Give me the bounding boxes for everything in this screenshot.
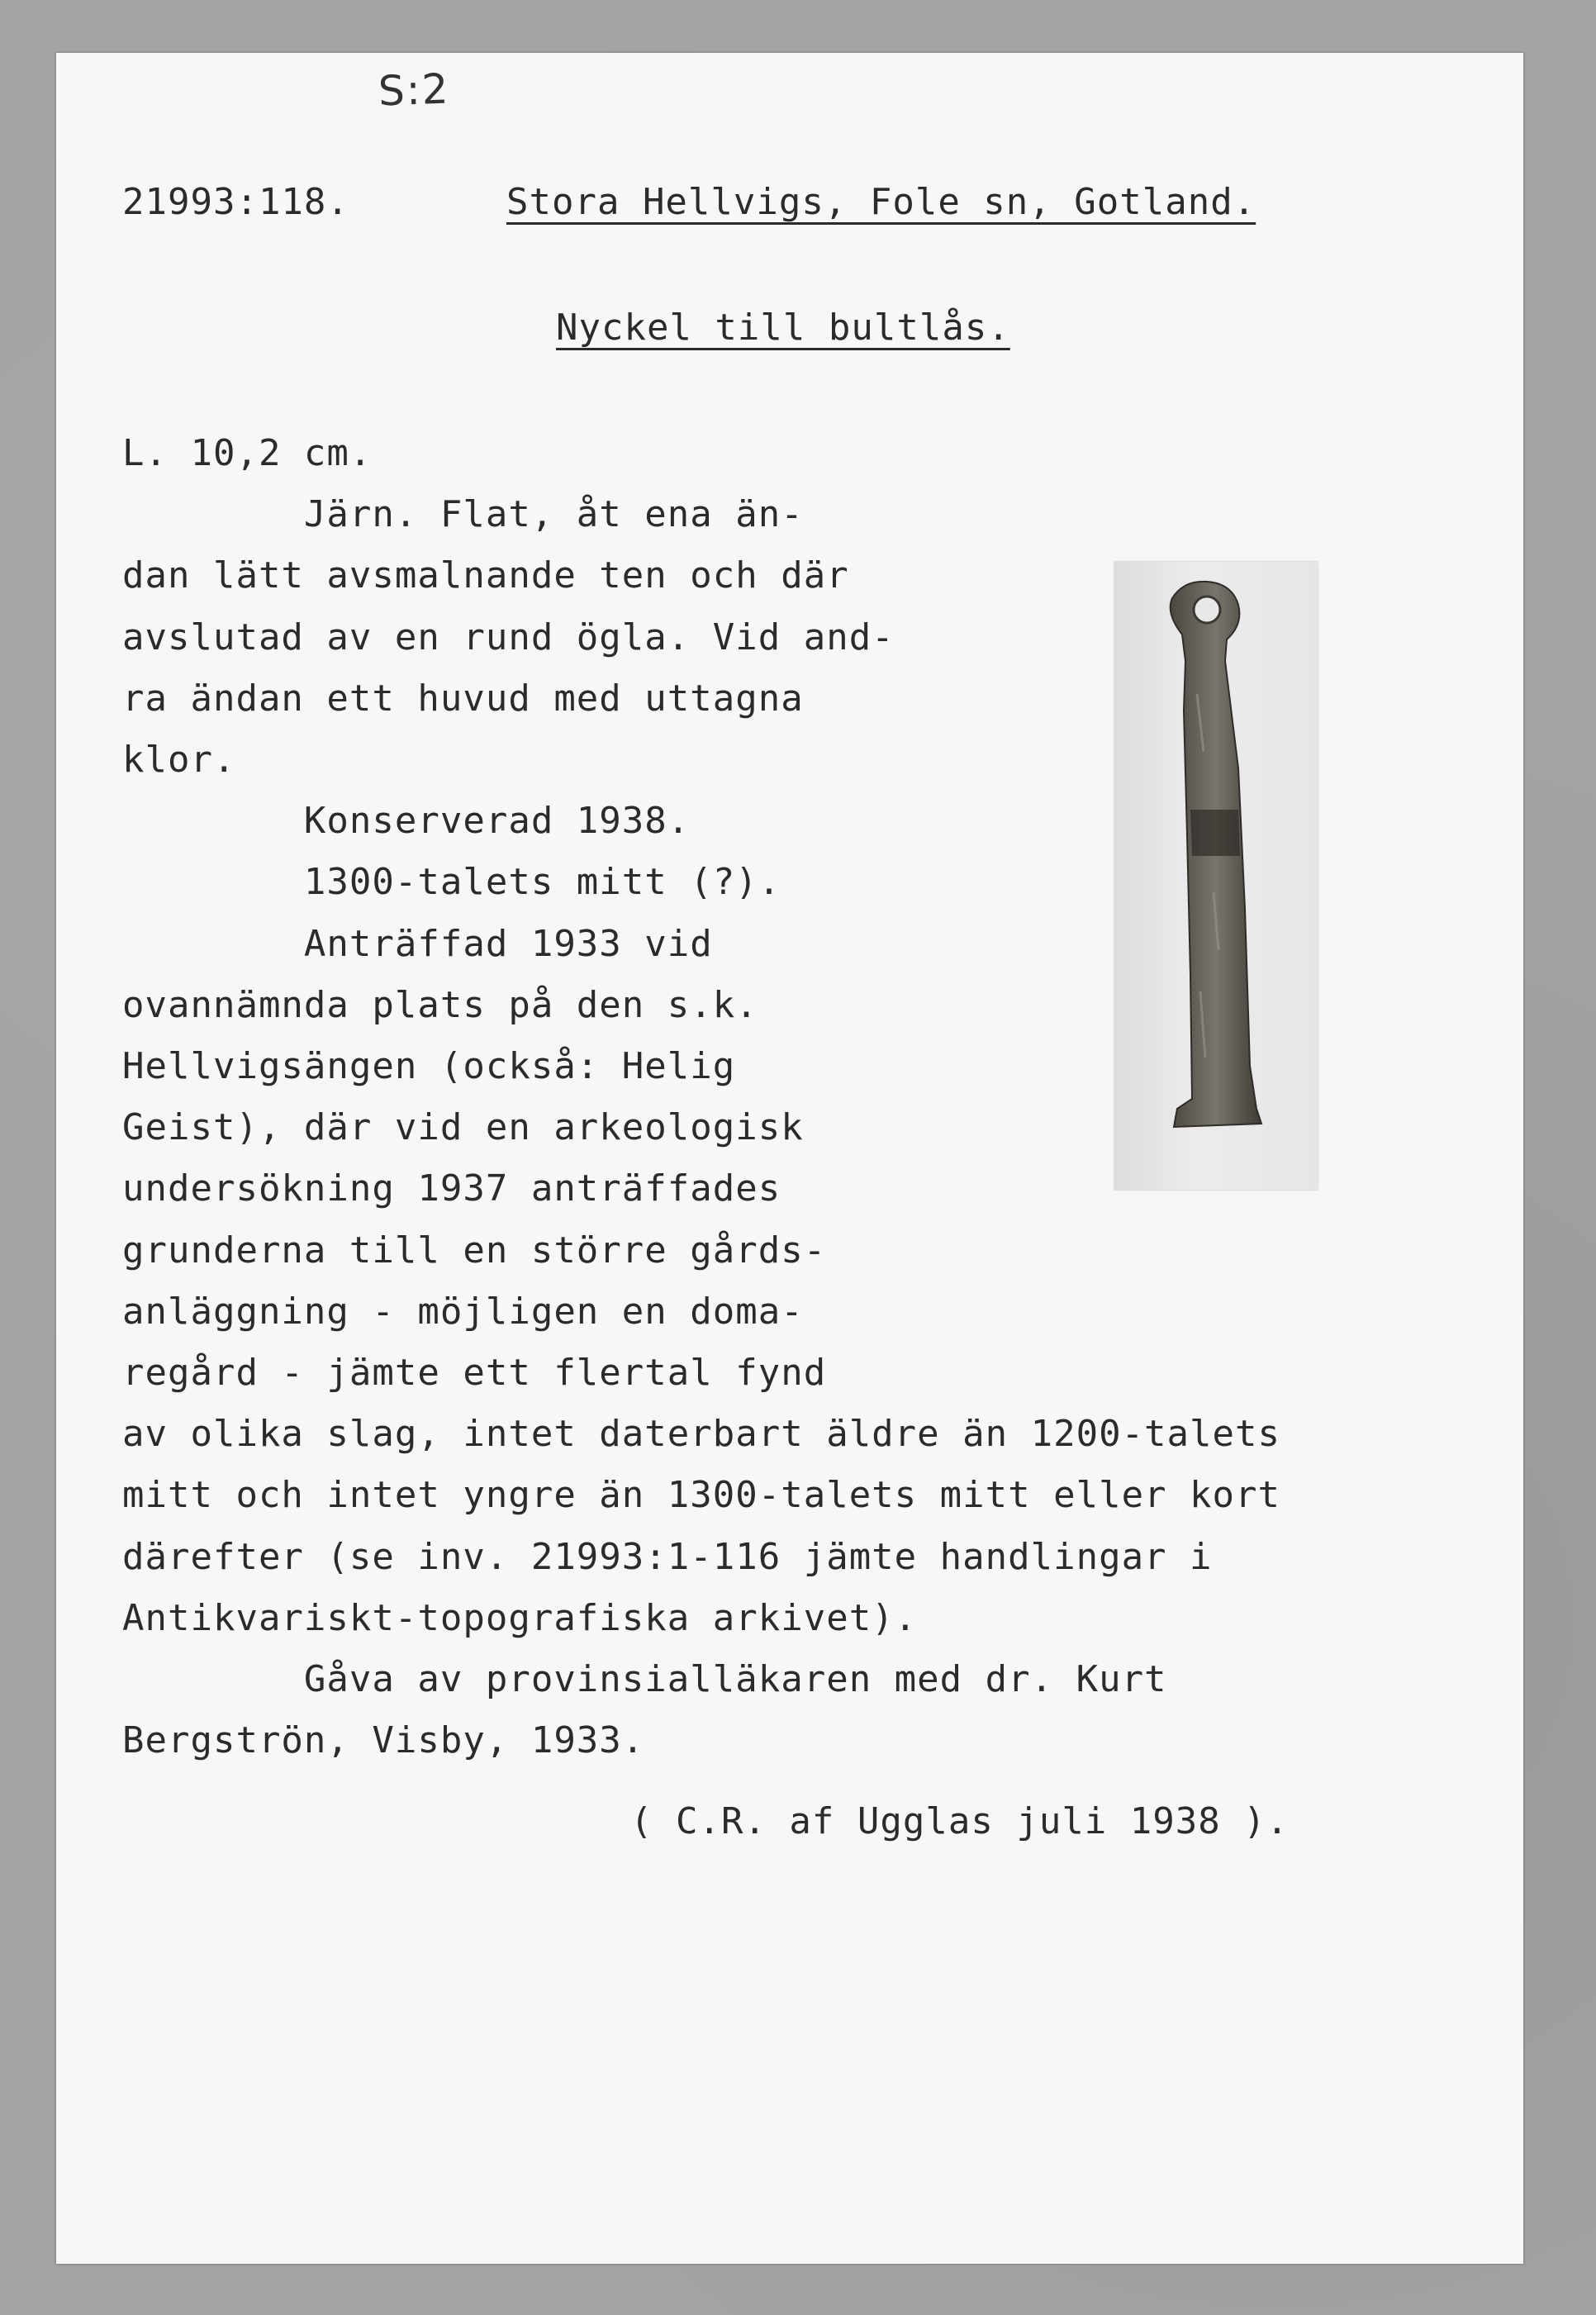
handwritten-number: S:2	[378, 64, 451, 116]
description-line: avslutad av en rund ögla. Vid and-	[122, 616, 895, 658]
description-line: Anträffad 1933 vid	[122, 923, 713, 965]
description-line: Geist), där vid en arkeologisk	[122, 1106, 804, 1148]
description-line: Järn. Flat, åt ena än-	[122, 493, 804, 535]
location-heading: Stora Hellvigs, Fole sn, Gotland.	[506, 181, 1256, 223]
key-photograph	[1114, 562, 1318, 1190]
signature-line: ( C.R. af Ugglas juli 1938 ).	[630, 1800, 1290, 1842]
description-line: klor.	[122, 739, 236, 781]
description-line: Bergströn, Visby, 1933.	[122, 1719, 645, 1761]
description-line: Antikvariskt-topografiska arkivet).	[122, 1597, 918, 1639]
description-line: Gåva av provinsialläkaren med dr. Kurt	[122, 1658, 1167, 1700]
description-line: dan lätt avsmalnande ten och där	[122, 554, 849, 597]
description-line: 1300-talets mitt (?).	[122, 861, 781, 903]
description-line: ra ändan ett huvud med uttagna	[122, 677, 804, 720]
description-line: ovannämnda plats på den s.k.	[122, 984, 758, 1026]
description-line: L. 10,2 cm.	[122, 432, 373, 474]
key-image	[1114, 562, 1318, 1190]
description-line: Konserverad 1938.	[122, 800, 691, 842]
description-line: av olika slag, intet daterbart äldre än 1200-talets	[122, 1413, 1281, 1455]
catalog-card	[56, 53, 1523, 2264]
description-line: undersökning 1937 anträffades	[122, 1167, 781, 1210]
object-title: Nyckel till bultlås.	[556, 307, 1010, 349]
description-line: mitt och intet yngre än 1300-talets mitt eller kort	[122, 1474, 1281, 1516]
description-line: Hellvigsängen (också: Helig	[122, 1045, 736, 1087]
description-line: därefter (se inv. 21993:1-116 jämte handlingar i	[122, 1536, 1213, 1578]
description-line: grunderna till en större gårds-	[122, 1229, 827, 1272]
description-line: anläggning - möjligen en doma-	[122, 1291, 804, 1333]
description-line: regård - jämte ett flertal fynd	[122, 1352, 827, 1394]
inventory-number: 21993:118.	[122, 181, 349, 223]
